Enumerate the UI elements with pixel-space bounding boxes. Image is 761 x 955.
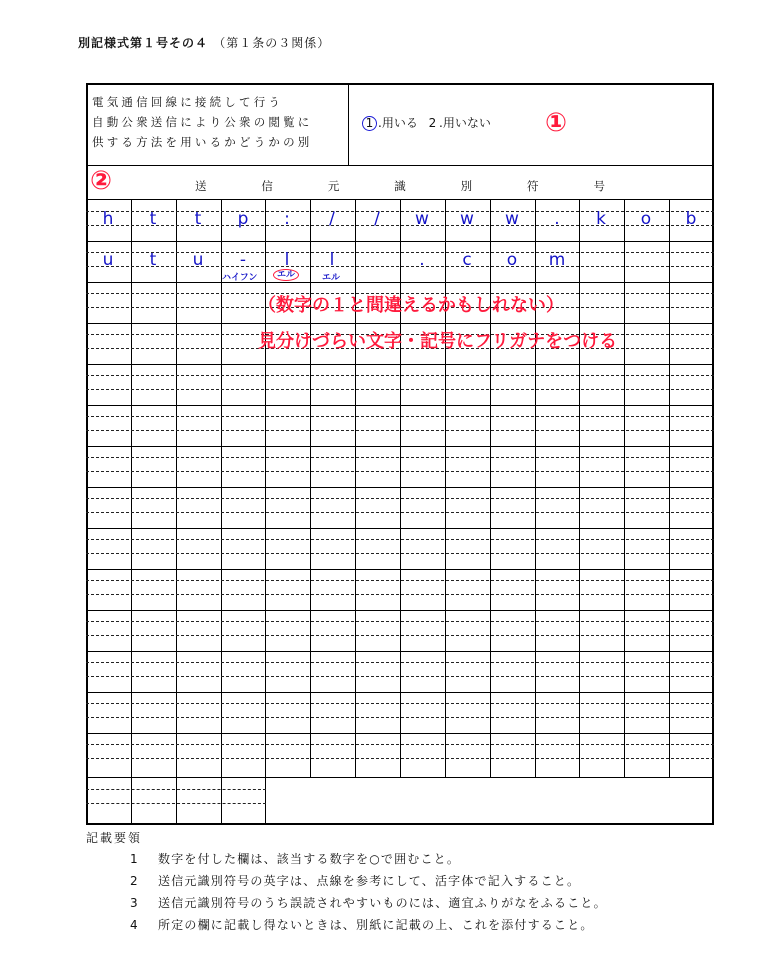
footer-column-line xyxy=(221,778,222,823)
instruction-item xyxy=(130,850,460,867)
option-number-circled: 1 xyxy=(362,116,377,131)
grid-row-line xyxy=(86,733,714,734)
grid-row-line xyxy=(86,323,714,324)
instruction-number: 3 xyxy=(130,896,139,910)
identifier-char: u xyxy=(192,250,204,270)
form-title-main: 別記様式第１号その４ xyxy=(78,36,209,50)
identifier-char: o xyxy=(506,250,518,270)
furigana-hyphen: ハイフン xyxy=(222,273,258,283)
footer-column-line xyxy=(131,778,132,823)
form-title-sub: （第１条の３関係） xyxy=(213,36,331,50)
identifier-char: b xyxy=(685,209,697,229)
grid-guide-line xyxy=(86,621,714,622)
identifier-char: c xyxy=(462,250,472,270)
header-char: 識 xyxy=(394,179,406,193)
identifier-char: / xyxy=(329,209,335,229)
identifier-char: u xyxy=(102,250,114,270)
identifier-char: w xyxy=(505,209,519,229)
instruction-item xyxy=(130,872,580,889)
furigana-el: エル xyxy=(322,273,341,283)
instruction-text: 数字を付した欄は、該当する数字を○で囲むこと。 xyxy=(158,852,461,866)
grid-row-line xyxy=(86,651,714,652)
identifier-char: . xyxy=(419,250,425,270)
grid-guide-line xyxy=(86,580,714,581)
header-char: 元 xyxy=(327,179,340,193)
grid-guide-line xyxy=(86,635,714,636)
identifier-char: : xyxy=(284,209,290,229)
identifier-char: m xyxy=(548,250,566,270)
form-title xyxy=(78,34,330,51)
footer-column-line xyxy=(265,778,266,823)
annotation-note-line1: （数字の１と間違えるかもしれない） xyxy=(258,295,564,316)
instruction-number: 4 xyxy=(130,918,139,932)
header-char: 送 xyxy=(195,179,207,193)
grid-guide-line xyxy=(86,375,714,376)
footer-guide-line xyxy=(86,789,266,790)
instruction-number: 2 xyxy=(130,874,139,888)
identifier-char: h xyxy=(102,209,114,229)
grid-row-line xyxy=(86,692,714,693)
identifier-char: w xyxy=(460,209,474,229)
question-line: 自動公衆送信により公衆の閲覧に xyxy=(92,115,313,129)
identifier-char: t xyxy=(149,250,157,270)
instruction-item xyxy=(130,894,607,911)
grid-guide-line xyxy=(86,389,714,390)
option-divider xyxy=(348,83,349,165)
grid-row-line xyxy=(86,487,714,488)
grid-row-line xyxy=(86,528,714,529)
grid-row-line xyxy=(86,446,714,447)
identifier-char: p xyxy=(237,209,249,229)
identifier-char: / xyxy=(374,209,380,229)
identifier-char: . xyxy=(554,209,560,229)
option-label: .用いない xyxy=(439,116,491,130)
identifier-char: t xyxy=(194,209,202,229)
instruction-text: 所定の欄に記載し得ないときは、別紙に記載の上、これを添付すること。 xyxy=(158,918,594,932)
grid-guide-line xyxy=(86,594,714,595)
identifier-char: w xyxy=(415,209,429,229)
header-char: 信 xyxy=(261,179,273,193)
annotation-note-line2: 見分けづらい文字・記号にフリガナをつける xyxy=(258,331,618,352)
footer-guide-line xyxy=(86,803,266,804)
grid-row-line xyxy=(86,282,714,283)
grid-guide-line xyxy=(86,498,714,499)
identifier-grid xyxy=(86,200,714,778)
question-label xyxy=(92,92,348,152)
grid-guide-line xyxy=(86,416,714,417)
header-char: 符 xyxy=(527,179,539,193)
grid-guide-line xyxy=(86,676,714,677)
header-char: 別 xyxy=(460,179,473,193)
grid-row-line xyxy=(86,610,714,611)
footer-grid xyxy=(86,778,266,823)
grid-guide-line xyxy=(86,553,714,554)
grid-guide-line xyxy=(86,539,714,540)
identifier-char: o xyxy=(640,209,652,229)
identifier-char: l xyxy=(329,250,335,270)
identifier-char: - xyxy=(239,250,247,270)
grid-guide-line xyxy=(86,744,714,745)
instruction-text: 送信元識別符号のうち誤読されやすいものには、適宜ふりがなをふること。 xyxy=(158,896,607,910)
annotation-marker-2: ② xyxy=(90,166,113,196)
header-char: 号 xyxy=(593,179,605,193)
question-line: 供する方法を用いるかどうかの別 xyxy=(92,135,313,149)
grid-row-line xyxy=(86,569,714,570)
instruction-text: 送信元識別符号の英字は、点線を参考にして、活字体で記入すること。 xyxy=(158,874,581,888)
section-divider xyxy=(86,165,714,166)
grid-guide-line xyxy=(86,471,714,472)
instructions-title: 記載要領 xyxy=(86,831,143,845)
identifier-char: k xyxy=(596,209,606,229)
instruction-item xyxy=(130,916,594,933)
option-number: 2 xyxy=(428,116,437,130)
furigana-el-circled: エル xyxy=(273,269,299,281)
option-not-use[interactable] xyxy=(426,114,491,131)
annotation-marker-1: ① xyxy=(545,108,568,138)
question-line: 電気通信回線に接続して行う xyxy=(92,95,284,109)
grid-guide-line xyxy=(86,717,714,718)
grid-guide-line xyxy=(86,512,714,513)
grid-guide-line xyxy=(86,703,714,704)
identifier-char: t xyxy=(149,209,157,229)
grid-guide-line xyxy=(86,430,714,431)
grid-guide-line xyxy=(86,457,714,458)
footer-column-line xyxy=(176,778,177,823)
instruction-number: 1 xyxy=(130,852,139,866)
option-label: .用いる xyxy=(378,116,418,130)
grid-guide-line xyxy=(86,758,714,759)
identifier-char: l xyxy=(284,250,290,270)
grid-row-line xyxy=(86,364,714,365)
grid-row-line xyxy=(86,241,714,242)
grid-row-line xyxy=(86,405,714,406)
option-use[interactable] xyxy=(362,114,418,131)
grid-guide-line xyxy=(86,662,714,663)
identifier-header xyxy=(195,178,605,194)
